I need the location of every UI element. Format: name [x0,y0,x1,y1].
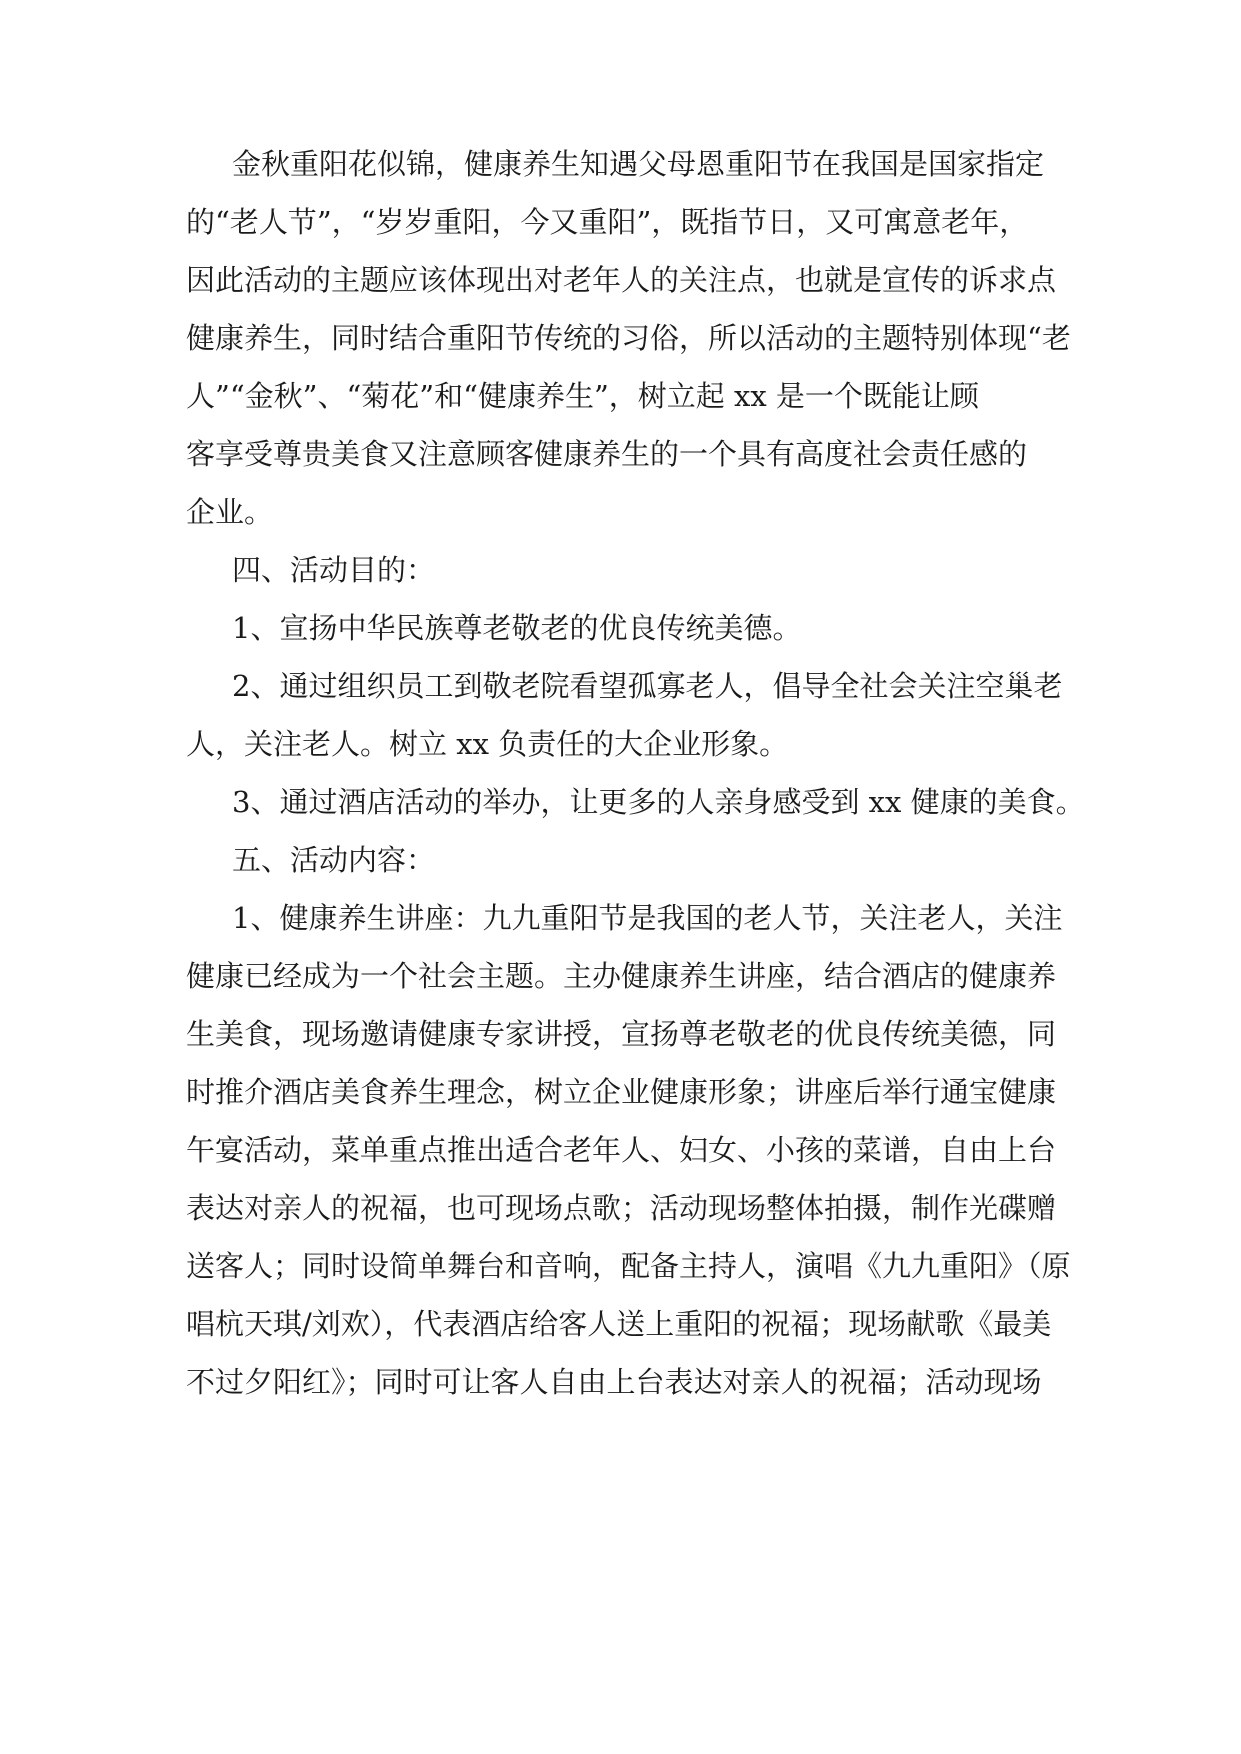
paragraph-line: 人，关注老人。树立 xx 负责任的大企业形象。 [186,727,789,761]
paragraph-line: 因此活动的主题应该体现出对老年人的关注点，也就是宣传的诉求点 [186,263,1057,297]
list-item: 1、健康养生讲座：九九重阳节是我国的老人节，关注老人，关注 [232,901,1063,935]
list-item: 3、通过酒店活动的举办，让更多的人亲身感受到 xx 健康的美食。 [232,785,1085,819]
paragraph-line: 健康养生，同时结合重阳节传统的习俗，所以活动的主题特别体现“老 [186,321,1071,355]
section-heading: 四、活动目的： [232,553,436,587]
paragraph-line: 午宴活动，菜单重点推出适合老年人、妇女、小孩的菜谱，自由上台 [186,1133,1057,1167]
paragraph-line: 表达对亲人的祝福，也可现场点歌；活动现场整体拍摄，制作光碟赠 [186,1191,1057,1225]
paragraph-line: 生美食，现场邀请健康专家讲授，宣扬尊老敬老的优良传统美德，同 [186,1017,1057,1051]
paragraph-line: 人”“金秋”、“菊花”和“健康养生”，树立起 xx 是一个既能让顾 [186,379,979,413]
paragraph-line: 送客人；同时设简单舞台和音响，配备主持人，演唱《九九重阳》（原 [186,1249,1071,1283]
paragraph-line: 健康已经成为一个社会主题。主办健康养生讲座，结合酒店的健康养 [186,959,1057,993]
paragraph-line: 企业。 [186,495,274,529]
paragraph-line: 时推介酒店美食养生理念，树立企业健康形象；讲座后举行通宝健康 [186,1075,1057,1109]
paragraph-line: 的“老人节”，“岁岁重阳，今又重阳”，既指节日，又可寓意老年， [186,205,1029,239]
list-item: 2、通过组织员工到敬老院看望孤寡老人，倡导全社会关注空巢老 [232,669,1063,703]
list-item: 1、宣扬中华民族尊老敬老的优良传统美德。 [232,611,802,645]
paragraph-line: 金秋重阳花似锦，健康养生知遇父母恩重阳节在我国是国家指定 [232,147,1045,181]
paragraph-line: 不过夕阳红》；同时可让客人自由上台表达对亲人的祝福；活动现场 [186,1365,1042,1399]
paragraph-line: 客享受尊贵美食又注意顾客健康养生的一个具有高度社会责任感的 [186,437,1028,471]
paragraph-line: 唱杭天琪/刘欢），代表酒店给客人送上重阳的祝福；现场献歌《最美 [186,1307,1052,1341]
section-heading: 五、活动内容： [232,843,436,877]
